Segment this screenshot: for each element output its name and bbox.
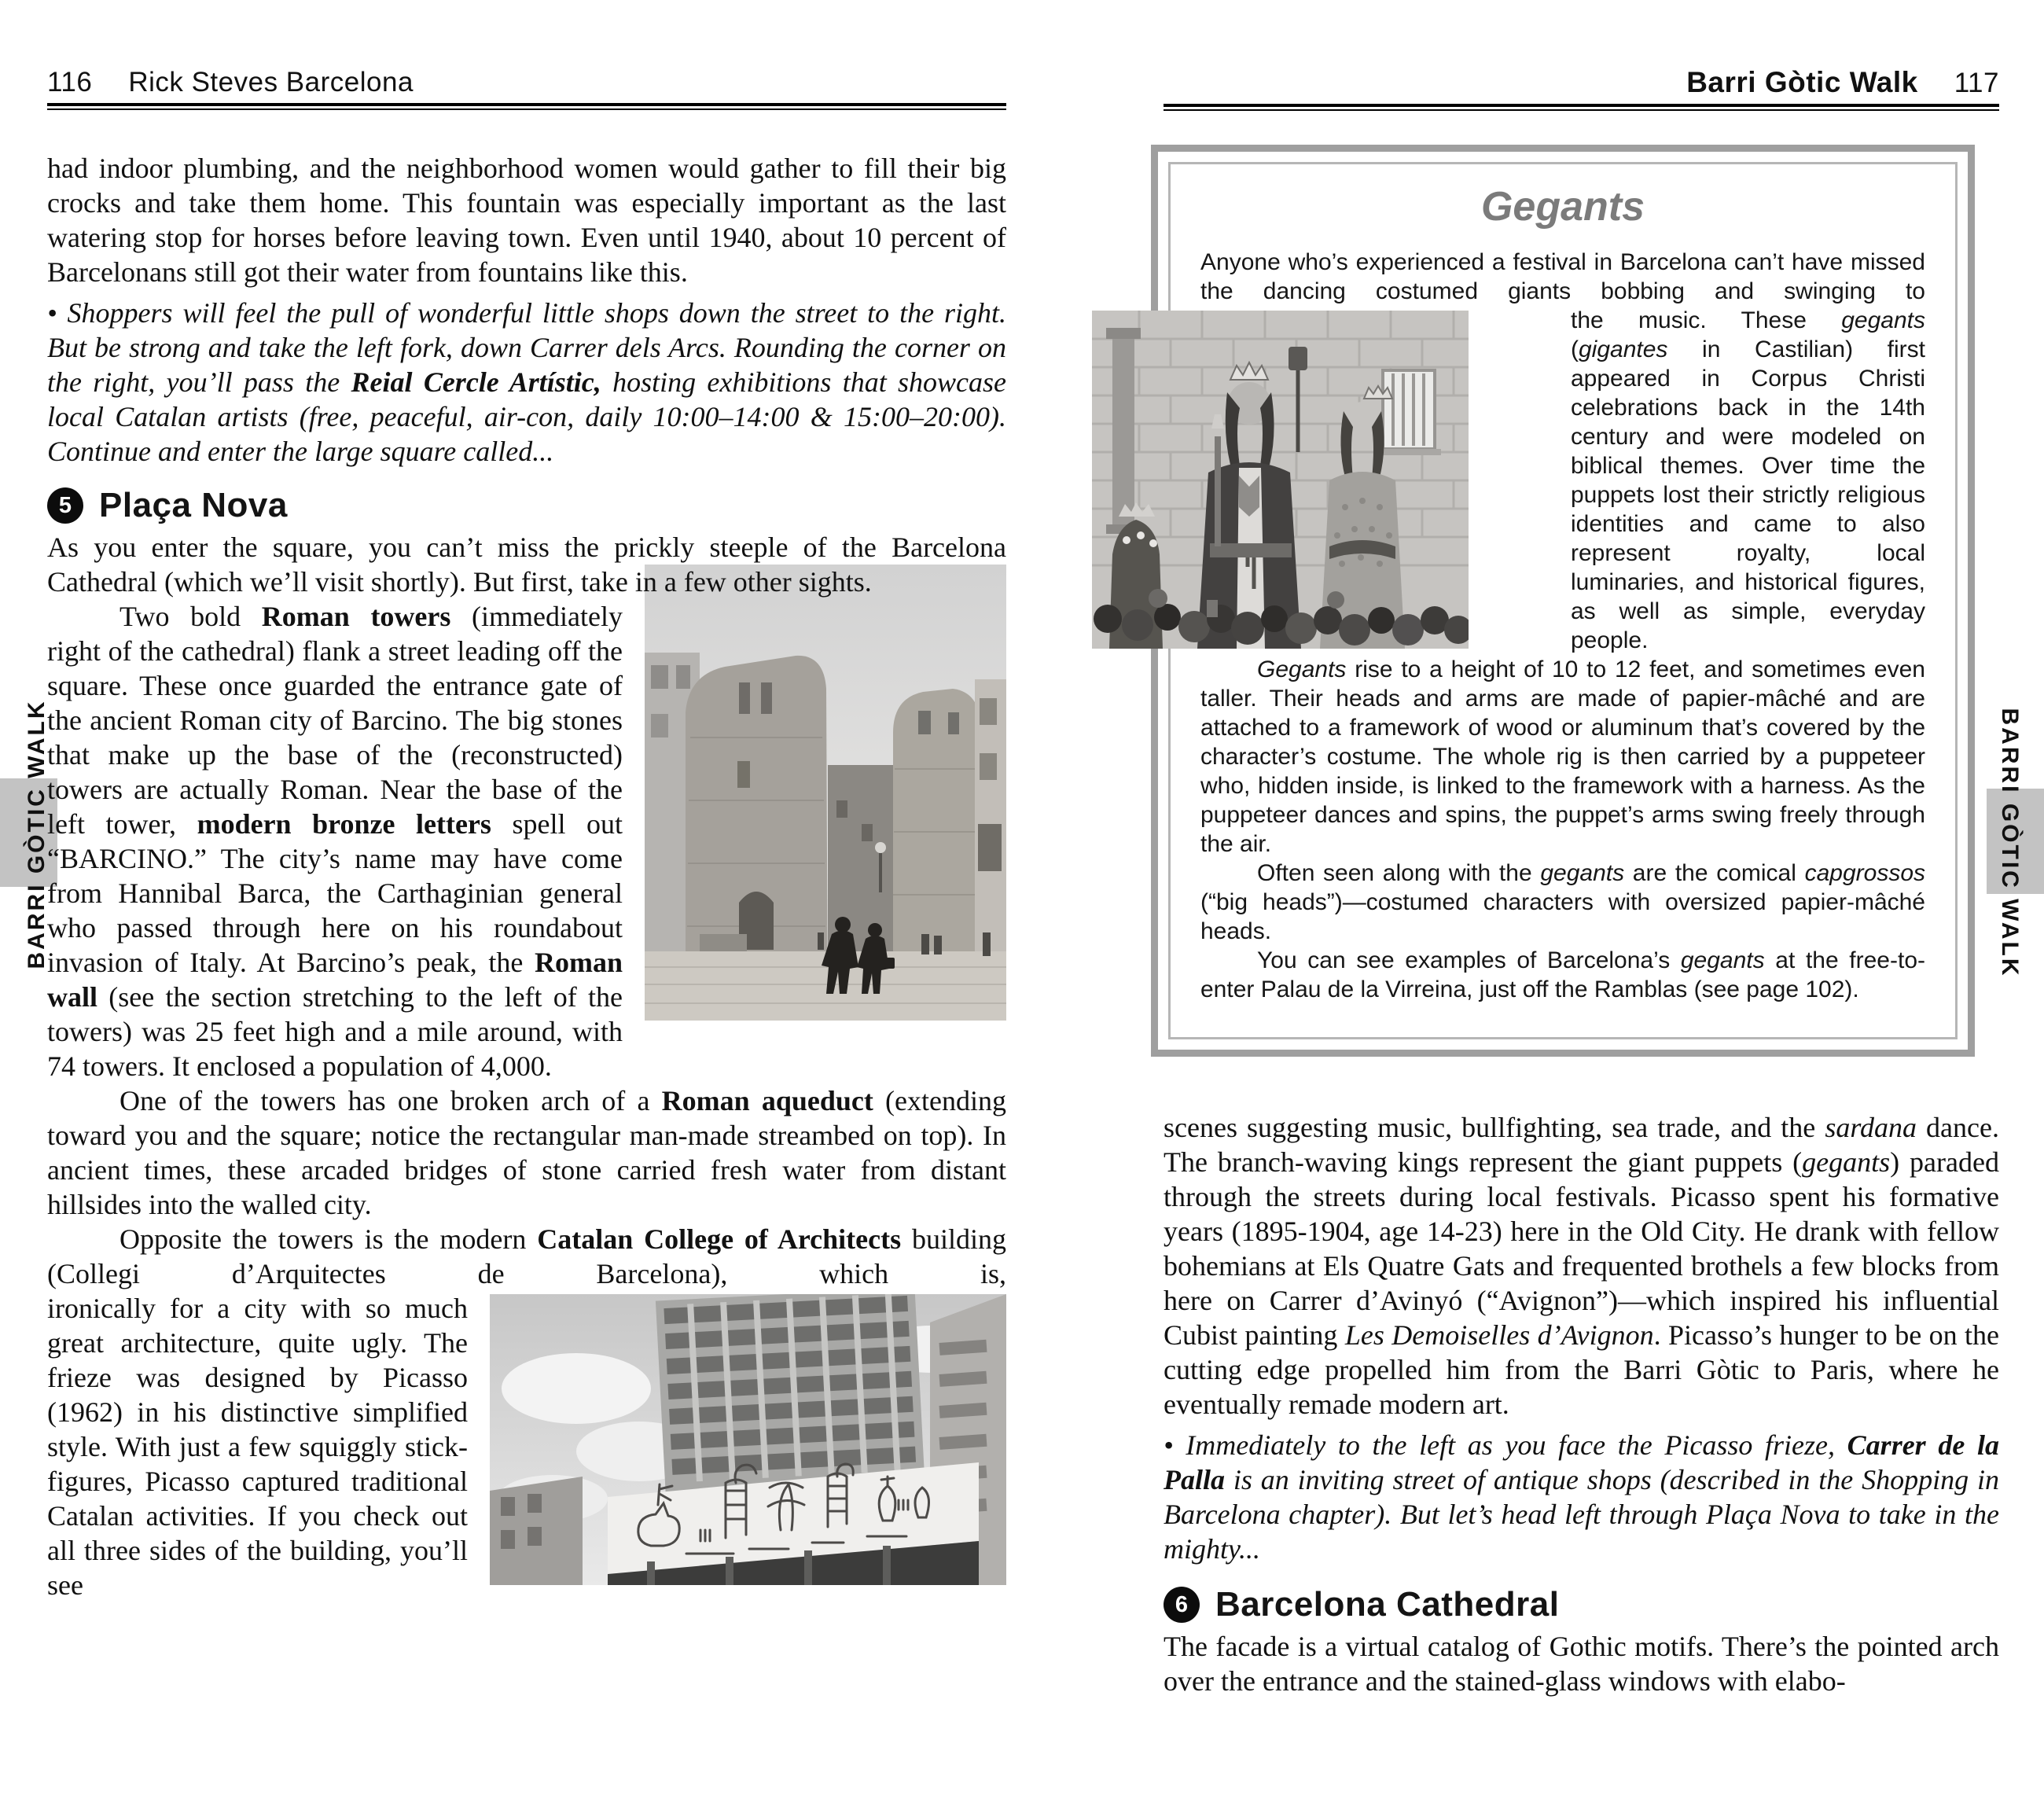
paragraph-text: The facade is a virtual catalog of Gothic motifs. There’s the pointed arch over the entrance and the stained-glass windows with elabo- [1164,1631,2006,1697]
paragraph-text: Anyone who’s experienced a festival in Barcelona can’t have missed the dancing costumed giants bobbing and swinging to [1200,249,1932,304]
paragraph-text: had indoor plumbing, and the neighborhood women would gather to fill their big crocks and take them home. This fountain was especially important as the last watering stop for horses before leaving town. Even until 1940, about 10 percent of Barcelonans still got their water from fountains like this. [47,153,1013,288]
paragraph-text: Opposite the towers is the modern Catalan College of Architects building (Collegi d’Arquitectes de Barcelona), which is, [47,1223,1013,1289]
paragraph-text: Often seen along with the gegants are the comical capgrossos (“big heads”)—costumed characters with oversized papier-mâché heads. [1200,860,1932,944]
section-title: Barcelona Cathedral [1215,1585,1560,1624]
left-page-body [47,151,1014,1602]
paragraph-roman-towers [47,599,1006,1083]
paragraph-aqueduct [47,1083,1013,1222]
paragraph-text: scenes suggesting music, bullfighting, sea trade, and the sardana dance. The branch-waving kings represent the giant puppets (gegants) paraded through the streets during local festivals. Picasso spent his formative years (1895-1904, age 14-23) here in the Old City. He drank with fellow bohemians at Els Quatre Gats and frequented brothels a few blocks from here on Carrer d’Avinyó (“Avignon”)—which inspired his influential Cubist painting Les Demoiselles d’Avignon. Picasso’s hunger to be on the cutting edge propelled him from the Barri Gòtic to Paris, where he eventually remade modern art. [1164,1112,2006,1420]
section-title: Plaça Nova [99,486,288,524]
right-page-header [1164,67,1999,99]
paragraph-picasso-frieze [1164,1110,2006,1422]
sidebar-paragraph-capgrossos [1200,859,1932,946]
paragraph-text: You can see examples of Barcelona’s gegants at the free-to-enter Palau de la Virreina, just off the Ramblas (see page 102). [1200,947,1925,1002]
left-page-header-title: Rick Steves Barcelona [128,67,414,97]
left-page-number: 116 [47,67,93,97]
left-sidebar-tab: BARRI GÒTIC WALK [24,699,50,969]
paragraph-enter-square [47,530,1013,599]
section-number-badge: 5 [47,487,83,524]
right-page-number: 117 [1954,68,1999,98]
paragraph-architects-rest [47,1291,1006,1602]
right-page [1164,66,2006,1698]
gegants-sidebar-box [1151,145,1975,1057]
architects-building-photo [490,1294,1006,1585]
sidebar-paragraph-wrap [1200,306,1932,655]
roman-towers-photo [645,565,1006,1021]
sidebar-paragraph-virreina [1200,946,1925,1004]
paragraph-shoppers-directions [47,296,1014,469]
gegants-sidebar-inner [1168,162,1958,1039]
right-header-rule [1164,104,1999,111]
left-page-header [47,67,1006,98]
sidebar-paragraph-height [1200,655,1932,859]
sidebar-title: Gegants [1480,184,1645,230]
paragraph-fountain [47,151,1013,289]
left-page [47,67,1014,1602]
paragraph-text: One of the towers has one broken arch of a Roman aqueduct (extending toward you and the square; notice the rectangular man-made streambed on top). In ancient times, these arcaded bridges of stone carried fresh water from distant hillsides into the walled city. [47,1085,1013,1220]
paragraph-palla-directions [1164,1428,2006,1566]
paragraph-text: Gegants rise to a height of 10 to 12 feet, and sometimes even taller. Their heads and arms are made of papier-mâché and are attached to a framework of wood or aluminum that’s covered by the character’s costume. The whole rig is then carried by a puppeteer who, hidden inside, is linked to the framework with a harness. As the puppeteer dances and spins, the puppet’s arms swing freely through the air. [1200,657,1932,857]
sidebar-paragraph-lead [1200,248,1932,306]
right-page-body [1164,1110,2006,1698]
paragraph-architects-lead [47,1222,1013,1291]
paragraph-text: the music. These gegants (gigantes in Castilian) first appeared in Corpus Christi celebrations back in the 14th century and were modeled on biblical themes. Over time the puppets lost their strictly religious identities and came to also represent royalty, local luminaries, and historical figures, as well as simple, everyday people. [1571,307,1932,653]
paragraph-text: Two bold Roman towers (immediately right of the cathedral) flank a street leading off the square. These once guarded the entrance gate of the ancient Roman city of Barcino. The big stones that make up the base of the (reconstructed) towers are actually Roman. Near the base of the left tower, modern bronze letters spell out “BARCINO.” The city’s name may have come from Hannibal Barca, the Carthaginian general who passed through here on his roundabout invasion of Italy. At Barcino’s peak, the Roman wall (see the section stretching to the left of the towers) was 25 feet high and a mile around, with 74 towers. It enclosed a population of 4,000. [47,601,630,1082]
paragraph-text: ironically for a city with so much great architecture, quite ugly. The frieze was designed by Picasso (1962) in his distinctive simplified style. With just a few squiggly stick-figures, Picasso captured traditional Catalan activities. If you check out all three sides of the building, you’ll see [47,1293,475,1601]
paragraph-cathedral-facade [1164,1629,2006,1698]
paragraph-text: • Shoppers will feel the pull of wonderful little shops down the street to the right. But be strong and take the left fork, down Carrer dels Arcs. Rounding the corner on the right, you’ll pass the Reial Cercle Artístic, hosting exhibitions that showcase local Catalan artists (free, peaceful, air-con, daily 10:00–14:00 & 15:00–20:00). Continue and enter the large square called... [47,297,1014,467]
section-number-badge: 6 [1164,1587,1200,1623]
right-sidebar-tab: BARRI GÒTIC WALK [1997,708,2023,978]
gegants-puppets-photo [1092,311,1469,649]
left-header-rule [47,103,1006,110]
right-page-header-title: Barri Gòtic Walk [1686,66,1918,98]
section-heading-placa-nova [47,487,1006,524]
paragraph-text: • Immediately to the left as you face the Picasso frieze, Carrer de la Palla is an inviting street of antique shops (described in the Shopping in Barcelona chapter). But let’s head left through Plaça Nova to take in the mighty... [1164,1429,2006,1565]
section-heading-barcelona-cathedral [1164,1587,1999,1623]
paragraph-text: As you enter the square, you can’t miss the prickly steeple of the Barcelona Cathedral (which we’ll visit shortly). But first, take in a few other sights. [47,531,1013,598]
